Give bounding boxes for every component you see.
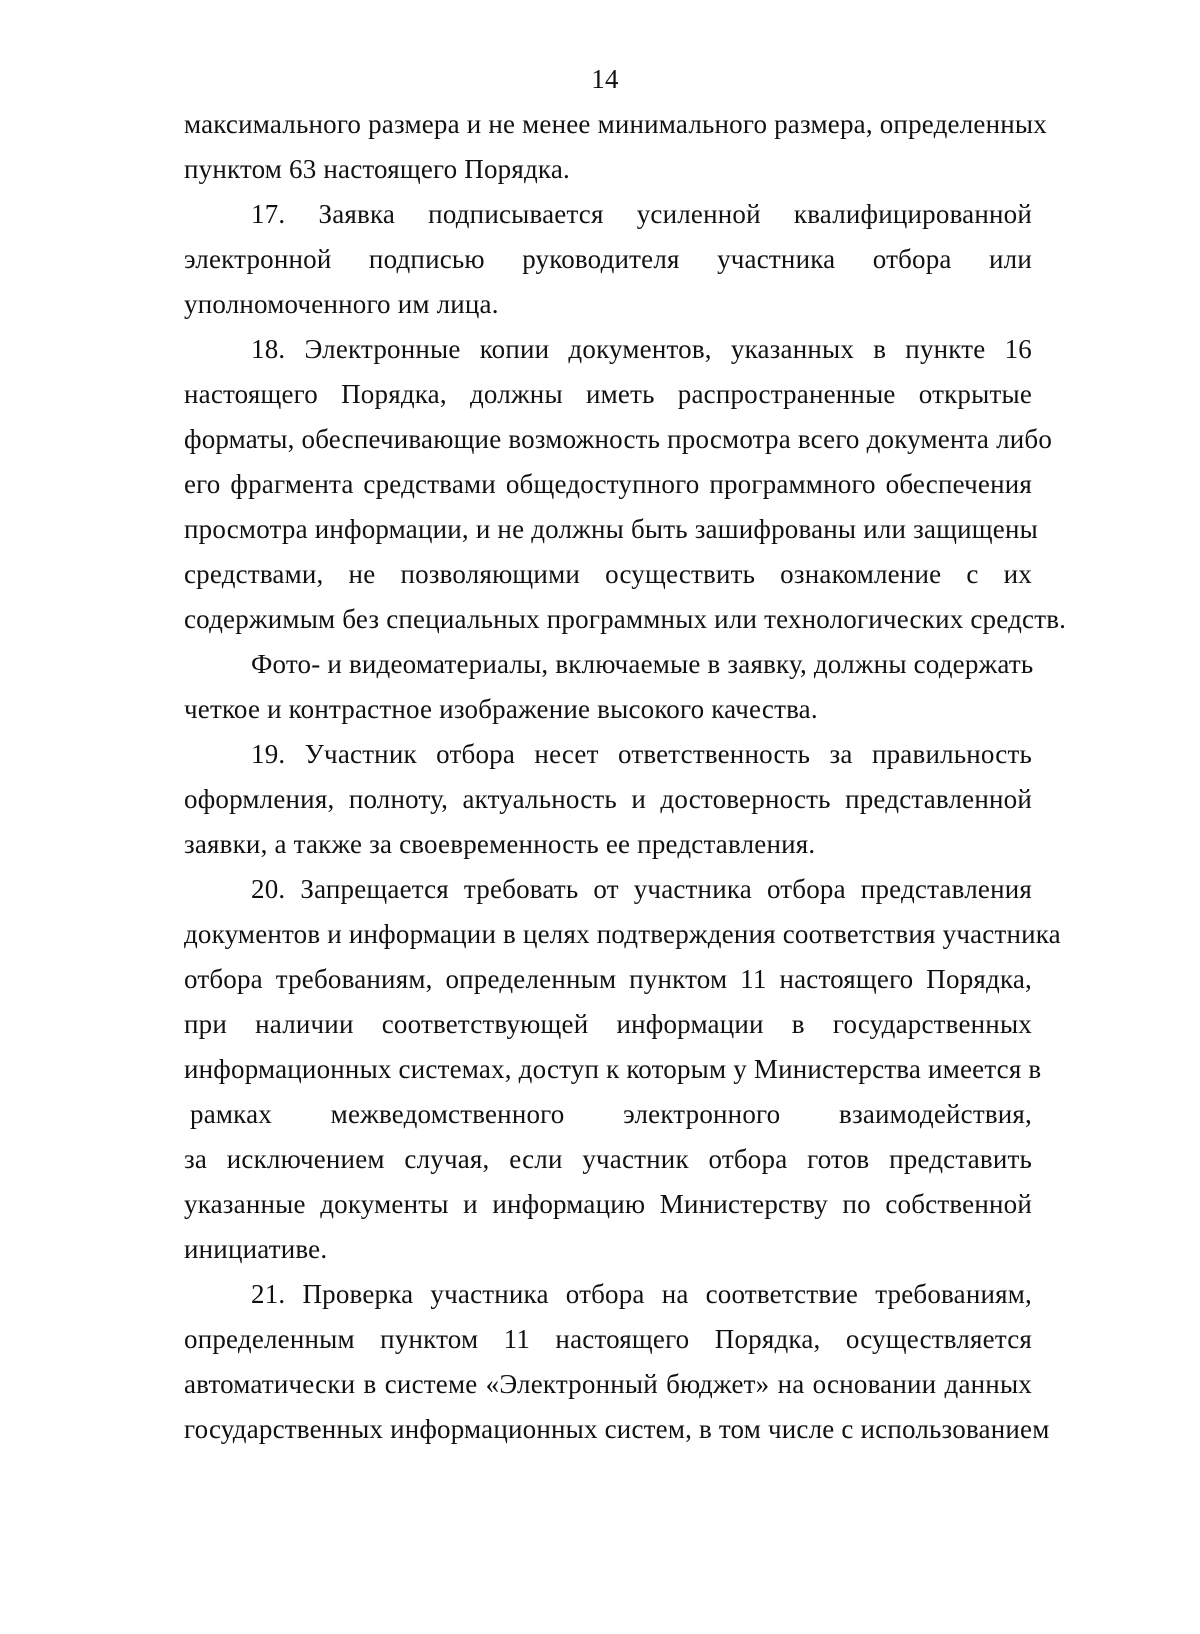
text-line: пунктом 63 настоящего Порядка. (184, 154, 570, 184)
text-line: содержимым без специальных программных или технологических средств. (184, 604, 1067, 634)
text-line: автоматически в системе «Электронный бюджет» на основании данных (184, 1369, 1032, 1399)
text-line: государственных информационных систем, в том числе с использованием (184, 1414, 1050, 1444)
text-line: отбора требованиям, определенным пунктом 11 настоящего Порядка, (184, 964, 1032, 994)
text-line: информационных системах, доступ к которым у Министерства имеется в (184, 1054, 1042, 1084)
text-line: оформления, полноту, актуальность и достоверность представленной (184, 784, 1032, 814)
text-line: заявки, а также за своевременность ее представления. (184, 829, 816, 859)
text-line: его фрагмента средствами общедоступного программного обеспечения (184, 469, 1032, 499)
text-line: инициативе. (184, 1234, 328, 1264)
text-line: форматы, обеспечивающие возможность просмотра всего документа либо (184, 424, 1053, 454)
text-line: четкое и контрастное изображение высокого качества. (184, 694, 818, 724)
page-number: 14 (591, 64, 619, 94)
text-line: средствами, не позволяющими осуществить ознакомление с их (184, 559, 1032, 589)
text-line: электронной подписью руководителя участника отбора или (184, 244, 1032, 274)
text-line: 19. Участник отбора несет ответственность за правильность (251, 739, 1032, 769)
text-line: 20. Запрещается требовать от участника отбора представления (251, 874, 1032, 904)
text-line: уполномоченного им лица. (184, 289, 499, 319)
text-line: документов и информации в целях подтверждения соответствия участника (184, 919, 1061, 949)
text-line: при наличии соответствующей информации в государственных (184, 1009, 1032, 1039)
text-line: определенным пунктом 11 настоящего Порядка, осуществляется (184, 1324, 1032, 1354)
text-line: Фото- и видеоматериалы, включаемые в заявку, должны содержать (251, 649, 1034, 679)
text-line: 17. Заявка подписывается усиленной квалифицированной (251, 199, 1032, 229)
text-line: 21. Проверка участника отбора на соответствие требованиям, (251, 1279, 1032, 1309)
text-line: рамках межведомственного электронного взаимодействия, (190, 1099, 1032, 1129)
text-line: 18. Электронные копии документов, указанных в пункте 16 (251, 334, 1032, 364)
text-line: указанные документы и информацию Министерству по собственной (184, 1189, 1032, 1219)
text-line: за исключением случая, если участник отбора готов представить (184, 1144, 1032, 1174)
text-line: максимального размера и не менее минимального размера, определенных (184, 109, 1047, 139)
text-line: настоящего Порядка, должны иметь распространенные открытые (184, 379, 1032, 409)
text-line: просмотра информации, и не должны быть зашифрованы или защищены (184, 514, 1038, 544)
